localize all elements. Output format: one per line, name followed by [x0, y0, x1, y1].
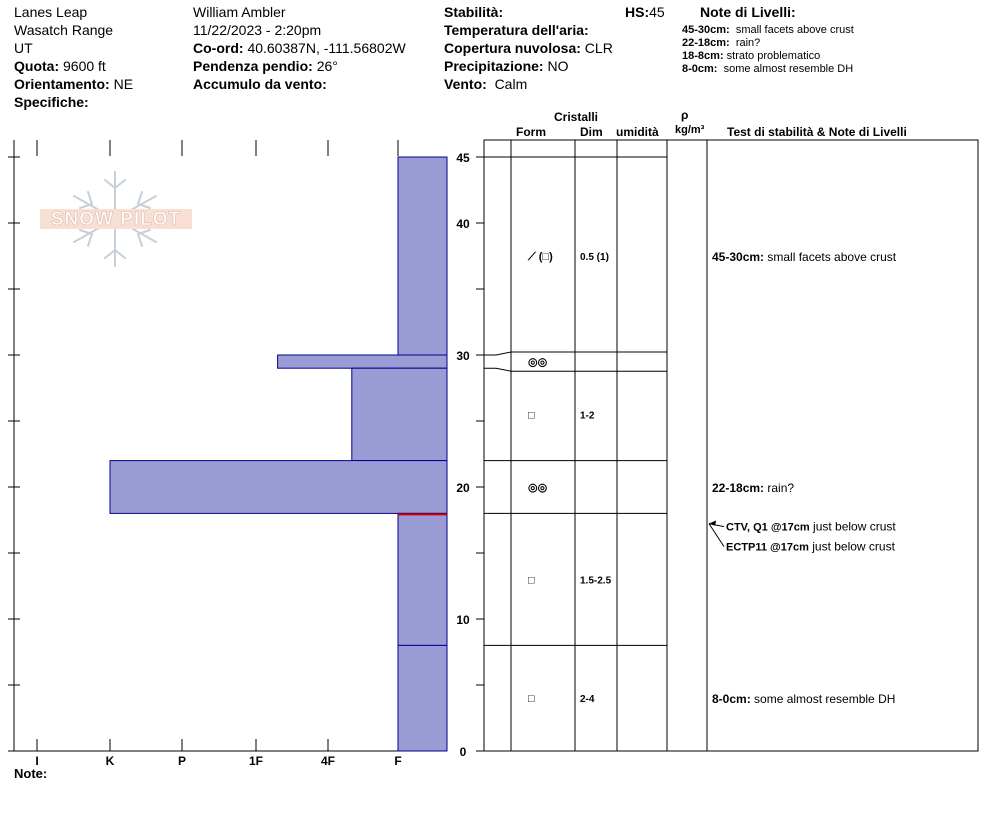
crystal-size-1: 0.5 (1): [580, 252, 609, 263]
aspect-label: Orientamento:: [14, 76, 110, 92]
cloud-value: CLR: [584, 40, 613, 56]
bottom-note-label: Note:: [14, 766, 48, 781]
layer-table: [484, 140, 978, 751]
state: UT: [14, 40, 33, 56]
layer-note-2: 22-18cm: rain?: [682, 37, 761, 49]
stability-tests: [709, 520, 896, 554]
test-arrow-line: [709, 524, 724, 547]
hardness-bar-2: [278, 355, 447, 368]
crystal-size-5: 1.5-2.5: [580, 575, 612, 587]
hardness-bar-5: [398, 513, 447, 645]
elevation-value: 9600 ft: [63, 58, 106, 74]
layer-note-3: 18-8cm: strato problematico: [682, 50, 821, 62]
height-tick-label: 45: [456, 151, 470, 165]
datetime: 11/22/2023 - 2:20pm: [193, 22, 322, 38]
layer-note-1: 45-30cm: small facets above crust: [712, 250, 897, 264]
rho-header: ρ: [681, 108, 689, 122]
height-tick-label: 20: [456, 481, 470, 495]
cloud-label: Copertura nuvolosa:: [444, 40, 581, 56]
hardness-label-P: P: [177, 754, 187, 768]
layer-note-4: 8-0cm: some almost resemble DH: [682, 63, 854, 75]
hardness-bar-1: [398, 157, 447, 355]
elevation-label: Quota:: [14, 58, 60, 74]
height-tick-label: 30: [456, 349, 470, 363]
hardness-label-1F: 1F: [248, 754, 264, 768]
layer-connector: [484, 368, 511, 371]
hardness-bar-4: [110, 461, 447, 514]
layer-notes-title: Note di Livelli:: [700, 4, 796, 20]
stability-test-2: ECTP11 @17cm just below crust: [726, 539, 895, 554]
hs-value: 45: [649, 4, 665, 20]
stability-label: Stabilità:: [444, 4, 504, 20]
wind-label: Vento:: [444, 76, 487, 92]
hardness-bar-3: [352, 368, 447, 460]
aspect-value: NE: [113, 76, 134, 92]
range: Wasatch Range: [14, 22, 114, 38]
slope-label: Pendenza pendio:: [193, 58, 313, 74]
wind-loading-label: Accumulo da vento:: [193, 76, 327, 92]
hardness-axis: [35, 754, 401, 768]
layer-note-6: 8-0cm: some almost resemble DH: [712, 692, 896, 707]
hardness-bar-6: [398, 645, 447, 751]
crystal-form-2: ◎◎: [528, 356, 548, 369]
stability-test-1: CTV, Q1 @17cm just below crust: [726, 519, 896, 534]
wind-value: Calm: [494, 76, 528, 92]
form-header: Form: [516, 125, 546, 139]
slope-value: 26°: [316, 58, 338, 74]
crystal-form-3: □: [528, 409, 535, 422]
crystal-form-5: □: [528, 574, 535, 587]
crystals-header: Cristalli: [554, 110, 599, 124]
hardness-label-4F: 4F: [320, 754, 336, 768]
crystal-form-6: □: [528, 693, 535, 706]
snowpilot-logo-text: SNOW PILOT: [50, 209, 182, 230]
coord-label: Co-ord:: [193, 40, 244, 56]
crystal-form-1: ⟋ (□): [528, 251, 553, 263]
coord-value: 40.60387N, -111.56802W: [247, 40, 406, 56]
layer-note-4: 22-18cm: rain?: [712, 481, 795, 495]
hs-label: HS:: [625, 4, 650, 20]
crystal-size-3: 1-2: [580, 410, 595, 422]
moisture-header: umidità: [616, 125, 659, 139]
snowpilot-logo: [40, 172, 192, 266]
air-temp-label: Temperatura dell'aria:: [444, 22, 589, 38]
hardness-label-F: F: [394, 754, 402, 768]
tests-notes-header: Test di stabilità & Note di Livelli: [727, 125, 907, 139]
location: Lanes Leap: [14, 4, 88, 20]
crystal-form-4: ◎◎: [528, 482, 548, 494]
precip-label: Precipitazione:: [444, 58, 544, 74]
size-header: Dim: [580, 125, 603, 139]
observer: William Ambler: [193, 4, 286, 20]
crystal-size-6: 2-4: [580, 694, 595, 706]
layer-connector: [484, 352, 511, 355]
height-tick-label: 10: [456, 613, 470, 627]
hardness-label-I: I: [35, 754, 39, 768]
specifics-label: Specifiche:: [14, 94, 89, 110]
layer-note-1: 45-30cm: small facets above crust: [682, 24, 854, 36]
density-unit-header: kg/m³: [675, 124, 705, 136]
hardness-bars: [110, 157, 447, 751]
height-tick-label: 40: [456, 217, 470, 231]
table-border: [484, 140, 978, 751]
height-tick-label: 0: [459, 745, 467, 759]
layer-table-cells: [527, 250, 897, 706]
hardness-label-K: K: [105, 754, 115, 768]
precip-value: NO: [547, 58, 569, 74]
